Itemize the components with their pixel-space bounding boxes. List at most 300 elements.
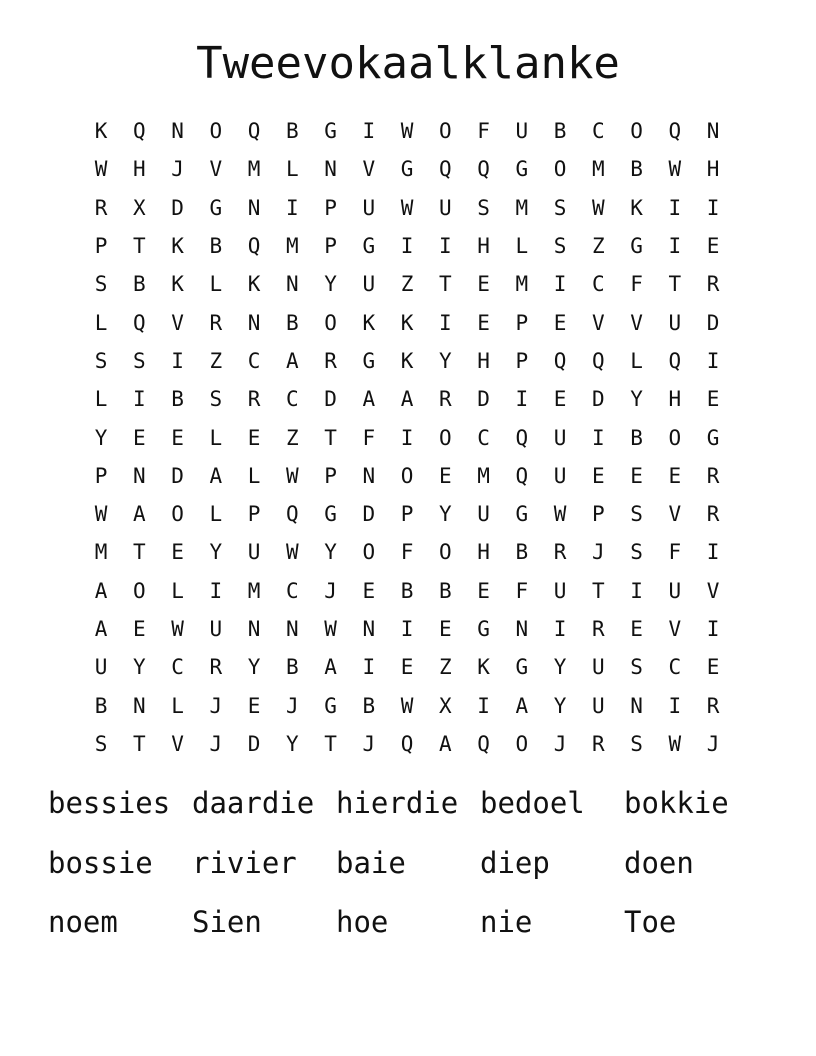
grid-letter: V [171,310,184,335]
grid-letter: J [209,731,223,756]
grid-letter: Q [400,731,414,756]
grid-letter: Q [515,463,529,488]
grid-letter: Y [324,272,337,297]
grid-letter: U [553,578,567,603]
grid-letter: A [209,463,223,488]
grid-letter: S [94,348,108,373]
grid-letter: U [553,463,567,488]
grid-letter: P [94,463,108,488]
grid-letter: D [247,731,261,756]
grid-letter: U [94,655,108,680]
grid-letter: P [94,234,108,259]
grid-letter: L [94,310,108,335]
grid-letter: V [706,578,720,603]
grid-letter: G [324,119,337,144]
grid-letter: U [592,655,605,680]
word-list-item: Toe [624,905,677,939]
word-list-item: Sien [192,905,262,939]
grid-letter: G [630,234,643,259]
grid-letter: S [630,731,643,756]
grid-letter: B [171,387,184,412]
grid-letter: N [247,310,261,335]
grid-letter: G [515,157,529,182]
grid-letter: O [439,119,452,144]
grid-letter: Y [247,655,261,680]
word-list-item: doen [624,845,694,880]
grid-letter: E [439,617,452,641]
grid-letter: R [324,348,337,373]
grid-letter: L [209,425,223,450]
grid-letter: D [362,502,376,527]
grid-letter: S [133,348,146,373]
grid-letter: P [515,348,529,373]
grid-letter: I [286,195,299,220]
grid-letter: W [400,119,414,144]
grid-letter: Z [439,655,452,680]
grid-letter: G [515,655,529,680]
word-list-item: bossie [48,845,153,880]
word-list-item: rivier [192,845,297,880]
grid-letter: H [706,157,720,182]
grid-letter: R [592,731,605,756]
grid-letter: O [209,119,223,144]
grid-letter: E [400,655,414,680]
grid-letter: F [515,578,529,603]
grid-letter: U [553,425,567,450]
grid-letter: B [439,578,452,603]
word-list-item: bedoel [480,786,585,820]
grid-letter: I [553,617,567,641]
grid-letter: E [477,310,490,335]
grid-letter: C [286,387,299,412]
grid-letter: J [324,578,337,603]
grid-letter: U [592,693,605,718]
grid-letter: B [630,425,643,450]
grid-letter: E [247,425,261,450]
grid-letter: M [515,195,529,220]
grid-letter: U [477,502,490,527]
grid-letter: U [668,578,682,603]
grid-letter: N [286,617,299,641]
grid-letter: G [706,425,720,450]
grid-letter: M [477,463,490,488]
grid-letter: I [209,578,223,603]
grid-letter: U [668,310,682,335]
grid-letter: I [553,272,567,297]
grid-letter: M [515,272,529,297]
grid-letter: A [133,502,146,527]
grid-letter: T [592,578,605,603]
grid-letter: P [400,502,414,527]
grid-letter: E [630,617,643,641]
grid-letter: R [209,655,223,680]
grid-letter: M [286,234,299,259]
grid-letter: E [439,463,452,488]
word-list-item: baie [336,845,406,880]
grid-letter: R [706,272,720,297]
grid-letter: I [706,617,720,641]
grid-letter: Z [400,272,414,297]
grid-letter: C [668,655,682,680]
grid-letter: L [286,157,299,182]
grid-letter: S [94,272,108,297]
grid-letter: Y [286,731,299,756]
grid-letter: P [592,502,605,527]
grid-letter: I [668,195,682,220]
grid-letter: A [324,655,337,680]
word-list-item: bokkie [624,786,729,820]
grid-letter: E [553,387,567,412]
grid-letter: I [400,617,414,641]
grid-letter: Q [515,425,529,450]
grid-letter: O [668,425,682,450]
grid-letter: N [362,463,376,488]
grid-letter: G [400,157,414,182]
grid-letter: C [477,425,490,450]
grid-letter: H [477,540,490,565]
word-list-item: hoe [336,905,389,939]
grid-letter: N [133,463,146,488]
grid-letter: G [515,502,529,527]
grid-letter: O [630,119,643,144]
grid-letter: T [324,425,337,450]
grid-letter: D [171,195,184,220]
grid-letter: L [171,578,184,603]
grid-letter: R [706,693,720,718]
grid-letter: A [400,387,414,412]
grid-letter: W [400,693,414,718]
grid-letter: V [209,157,223,182]
grid-letter: O [553,157,567,182]
letter-grid [82,112,732,763]
grid-letter: F [362,425,376,450]
grid-letter: W [171,617,184,641]
grid-letter: X [439,693,452,718]
grid-letter: W [286,540,299,565]
grid-letter: L [515,234,529,259]
grid-letter: I [668,693,682,718]
grid-letter: Y [209,540,223,565]
grid-letter: Y [630,387,643,412]
grid-letter: W [94,157,108,182]
grid-letter: S [630,502,643,527]
word-list-item: noem [48,905,118,939]
grid-letter: F [400,540,414,565]
grid-letter: S [94,731,108,756]
grid-letter: K [400,310,414,335]
grid-letter: N [247,617,261,641]
grid-letter: U [247,540,261,565]
grid-letter: Y [439,348,452,373]
grid-letter: V [592,310,605,335]
grid-letter: R [439,387,452,412]
word-list-item: nie [480,905,533,939]
grid-letter: M [592,157,605,182]
grid-letter: L [247,463,261,488]
grid-letter: R [553,540,567,565]
grid-letter: C [171,655,184,680]
grid-letter: N [286,272,299,297]
grid-letter: W [668,731,682,756]
grid-letter: I [706,195,720,220]
grid-letter: S [553,234,567,259]
grid-letter: N [515,617,529,641]
grid-letter: U [515,119,529,144]
grid-letter: W [400,195,414,220]
grid-letter: Y [553,693,567,718]
grid-letter: H [668,387,682,412]
word-list-item: diep [480,845,550,880]
grid-letter: M [94,540,108,565]
grid-letter: E [592,463,605,488]
grid-letter: F [477,119,490,144]
grid-letter: R [706,502,720,527]
grid-letter: A [286,348,299,373]
grid-letter: N [247,195,261,220]
grid-letter: K [94,119,108,144]
grid-letter: L [94,387,108,412]
grid-letter: S [630,540,643,565]
grid-letter: C [592,119,605,144]
grid-letter: C [247,348,261,373]
grid-letter: A [515,693,529,718]
grid-letter: E [171,425,184,450]
grid-letter: B [362,693,376,718]
grid-letter: Z [209,348,223,373]
grid-letter: A [94,578,108,603]
grid-letter: E [668,463,682,488]
grid-letter: Q [133,119,146,144]
grid-letter: Q [247,119,261,144]
grid-letter: O [324,310,337,335]
grid-letter: P [324,195,337,220]
grid-letter: N [324,157,337,182]
grid-letter: J [592,540,605,565]
grid-letter: G [362,234,376,259]
grid-letter: I [133,387,146,412]
grid-letter: I [706,540,720,565]
grid-letter: U [362,195,376,220]
word-list-item: hierdie [336,786,459,820]
grid-letter: R [209,310,223,335]
grid-letter: W [592,195,605,220]
grid-letter: V [668,617,682,641]
grid-letter: E [706,655,720,680]
grid-letter: K [171,272,184,297]
grid-letter: O [171,502,184,527]
grid-letter: J [209,693,223,718]
grid-letter: D [706,310,720,335]
grid-letter: I [400,234,414,259]
grid-letter: B [133,272,146,297]
grid-letter: G [324,693,337,718]
grid-letter: A [362,387,376,412]
grid-letter: Y [439,502,452,527]
grid-letter: D [477,387,490,412]
grid-letter: N [133,693,146,718]
grid-letter: E [477,578,490,603]
grid-letter: I [592,425,605,450]
grid-letter: C [592,272,605,297]
grid-letter: J [706,731,720,756]
grid-letter: I [630,578,643,603]
grid-letter: B [286,310,299,335]
page-title: Tweevokaalklanke [196,38,620,89]
word-list [48,774,768,953]
grid-letter: W [286,463,299,488]
grid-letter: B [400,578,414,603]
grid-letter: I [400,425,414,450]
grid-letter: J [171,157,184,182]
grid-letter: Q [668,119,682,144]
grid-letter: E [477,272,490,297]
grid-letter: J [286,693,299,718]
grid-letter: L [209,502,223,527]
grid-letter: Y [324,540,337,565]
grid-letter: V [171,731,184,756]
grid-letter: T [324,731,337,756]
grid-letter: I [362,119,376,144]
grid-letter: Z [592,234,605,259]
grid-letter: A [439,731,452,756]
grid-letter: Q [668,348,682,373]
grid-letter: U [209,617,223,641]
grid-letter: H [477,234,490,259]
grid-letter: Q [247,234,261,259]
grid-letter: G [209,195,223,220]
grid-letter: A [94,617,108,641]
grid-letter: W [553,502,567,527]
grid-letter: G [477,617,490,641]
grid-letter: H [133,157,146,182]
grid-letter: T [133,540,146,565]
grid-letter: E [706,387,720,412]
grid-letter: B [286,119,299,144]
grid-letter: R [706,463,720,488]
grid-letter: B [630,157,643,182]
grid-letter: F [630,272,643,297]
grid-letter: K [171,234,184,259]
grid-letter: I [515,387,529,412]
word-list-item: daardie [192,786,315,820]
grid-letter: E [553,310,567,335]
grid-letter: P [515,310,529,335]
grid-letter: K [630,195,643,220]
grid-letter: T [133,234,146,259]
grid-letter: N [362,617,376,641]
grid-letter: W [94,502,108,527]
grid-letter: T [668,272,682,297]
grid-letter: V [668,502,682,527]
grid-letter: O [515,731,529,756]
grid-letter: E [133,617,146,641]
grid-letter: E [706,234,720,259]
grid-letter: O [439,540,452,565]
grid-letter: E [247,693,261,718]
grid-letter: D [324,387,337,412]
grid-letter: V [630,310,643,335]
grid-letter: Y [94,425,108,450]
grid-letter: Y [133,655,146,680]
grid-letter: R [94,195,108,220]
grid-letter: L [171,693,184,718]
grid-letter: K [247,272,261,297]
grid-letter: B [94,693,108,718]
grid-letter: I [706,348,720,373]
grid-letter: Y [553,655,567,680]
grid-letter: N [706,119,720,144]
grid-letter: U [362,272,376,297]
grid-letter: I [668,234,682,259]
grid-letter: R [247,387,261,412]
grid-letter: P [324,463,337,488]
grid-letter: G [362,348,376,373]
grid-letter: P [324,234,337,259]
grid-letter: Q [477,731,490,756]
grid-letter: P [247,502,261,527]
grid-letter: T [439,272,452,297]
grid-letter: U [439,195,452,220]
grid-letter: O [400,463,414,488]
grid-letter: H [477,348,490,373]
grid-letter: B [209,234,223,259]
grid-letter: E [362,578,376,603]
grid-letter: E [133,425,146,450]
grid-letter: I [362,655,376,680]
grid-letter: S [209,387,223,412]
grid-letter: K [400,348,414,373]
grid-letter: W [324,617,337,641]
grid-letter: T [133,731,146,756]
grid-letter: E [630,463,643,488]
grid-letter: Q [477,157,490,182]
grid-letter: V [362,157,376,182]
grid-letter: O [133,578,146,603]
grid-letter: C [286,578,299,603]
grid-letter: Q [439,157,452,182]
grid-letter: W [668,157,682,182]
grid-letter: B [286,655,299,680]
grid-letter: D [171,463,184,488]
grid-letter: O [362,540,376,565]
grid-letter: M [247,578,261,603]
grid-letter: B [515,540,529,565]
grid-letter: K [477,655,490,680]
grid-letter: I [171,348,184,373]
grid-letter: F [668,540,682,565]
grid-letter: Q [286,502,299,527]
grid-letter: E [171,540,184,565]
grid-letter: N [171,119,184,144]
grid-letter: I [439,310,452,335]
grid-letter: Q [553,348,567,373]
grid-letter: S [553,195,567,220]
grid-letter: J [362,731,376,756]
grid-letter: Z [286,425,299,450]
word-list-item: bessies [48,786,171,820]
grid-letter: O [439,425,452,450]
grid-letter: M [247,157,261,182]
grid-letter: X [133,195,146,220]
grid-letter: I [477,693,490,718]
grid-letter: R [592,617,605,641]
grid-letter: J [553,731,567,756]
grid-letter: S [477,195,490,220]
grid-letter: D [592,387,605,412]
grid-letter: Q [592,348,605,373]
grid-letter: L [209,272,223,297]
grid-letter: S [630,655,643,680]
